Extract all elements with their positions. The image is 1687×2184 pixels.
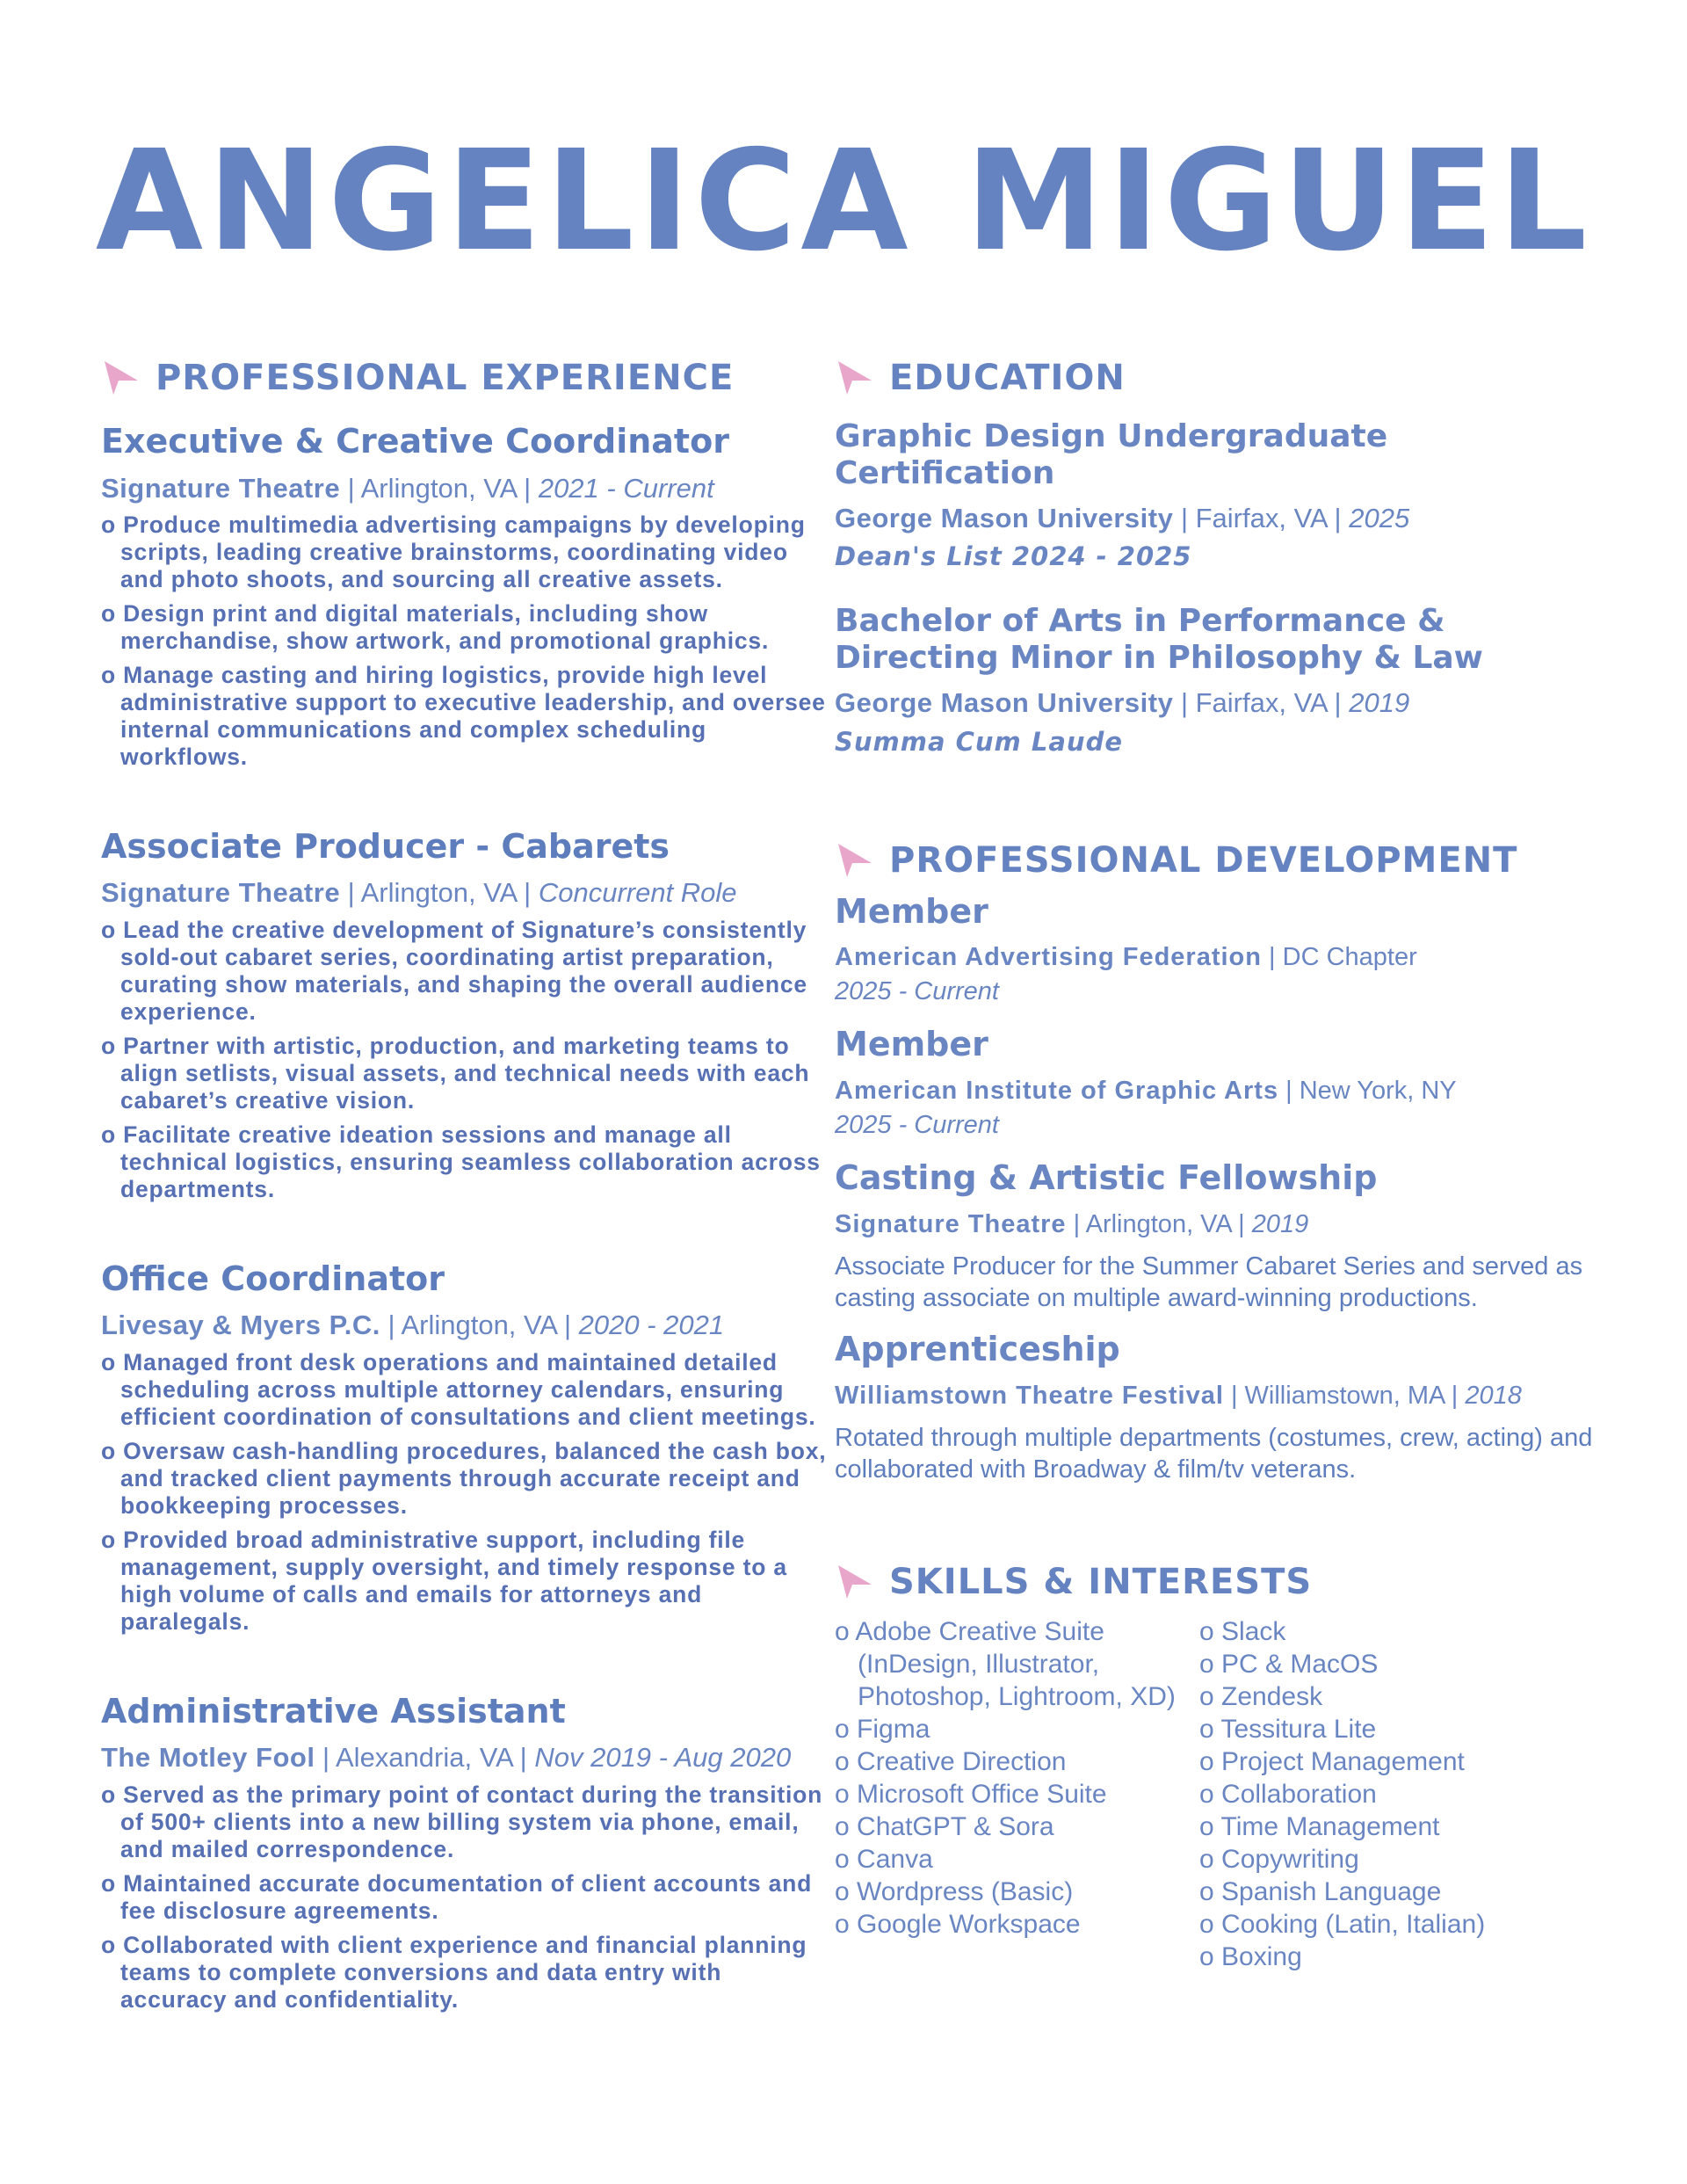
development-title: Casting & Artistic Fellowship bbox=[835, 1158, 1378, 1198]
education-entry bbox=[835, 418, 1608, 571]
section-title: SKILLS & INTERESTS bbox=[889, 1561, 1313, 1602]
job-meta bbox=[101, 471, 830, 506]
development-entry bbox=[835, 892, 1608, 1010]
job-bullets bbox=[101, 917, 830, 1203]
job-location: | Alexandria, VA | bbox=[315, 1742, 535, 1774]
pointer-arrow-icon bbox=[835, 358, 875, 398]
skill-item: o Creative Direction bbox=[835, 1745, 1199, 1778]
job-bullets bbox=[101, 1349, 830, 1636]
section-title: PROFESSIONAL DEVELOPMENT bbox=[889, 839, 1518, 881]
skills-header bbox=[835, 1556, 1608, 1608]
development-meta bbox=[835, 940, 1608, 975]
skills-column bbox=[835, 1615, 1199, 1973]
job-entry bbox=[101, 1692, 830, 2013]
development-location: | Arlington, VA | bbox=[1066, 1209, 1252, 1238]
pointer-arrow-icon bbox=[101, 358, 141, 398]
skills-list bbox=[835, 1615, 1608, 1973]
job-dates: Concurrent Role bbox=[538, 877, 737, 909]
skill-item: o Boxing bbox=[1199, 1941, 1586, 1973]
development-location: | New York, NY bbox=[1278, 1077, 1457, 1106]
job-meta bbox=[101, 875, 830, 911]
development-description: Rotated through multiple departments (costumes, crew, acting) and collaborated with Broadway & film/tv veterans. bbox=[835, 1423, 1593, 1484]
development-meta bbox=[835, 1074, 1608, 1108]
skill-item: o Spanish Language bbox=[1199, 1876, 1586, 1908]
job-org: Signature Theatre bbox=[101, 877, 341, 909]
skill-item: o Google Workspace bbox=[835, 1908, 1199, 1941]
development-location: | DC Chapter bbox=[1261, 943, 1417, 972]
development-entry bbox=[835, 1158, 1608, 1314]
school-location: | Fairfax, VA | bbox=[1173, 687, 1350, 719]
skill-item: o Slack bbox=[1199, 1615, 1586, 1648]
pointer-arrow-icon bbox=[835, 840, 875, 881]
development-year: 2018 bbox=[1465, 1381, 1522, 1410]
school-name: George Mason University bbox=[835, 687, 1174, 719]
development-title: Member bbox=[835, 1025, 988, 1064]
skill-item: o Zendesk bbox=[1199, 1680, 1586, 1713]
job-bullets bbox=[101, 512, 830, 771]
development-org: Williamstown Theatre Festival bbox=[835, 1381, 1224, 1410]
job-bullet: o Oversaw cash-handling procedures, balanced the cash box, and tracked client payments through accurate receipt and bookkeeping processes. bbox=[101, 1438, 830, 1520]
development-dates: 2025 - Current bbox=[835, 977, 999, 1006]
development-header bbox=[835, 834, 1608, 887]
degree-title: Graphic Design Undergraduate Certification bbox=[835, 418, 1388, 491]
development-title: Member bbox=[835, 891, 988, 931]
development-entry bbox=[835, 1025, 1608, 1143]
skills-column bbox=[1199, 1615, 1586, 1973]
job-location: | Arlington, VA | bbox=[380, 1310, 579, 1341]
job-bullet: o Lead the creative development of Signature’s consistently sold-out cabaret series, coordinating artist preparation, curating show materials, and shaping the overall audience experience. bbox=[101, 917, 830, 1026]
job-bullet: o Provided broad administrative support, including file management, supply oversight, and timely response to a high volume of calls and emails for attorneys and paralegals. bbox=[101, 1527, 830, 1636]
development-description: Associate Producer for the Summer Cabaret Series and served as casting associate on multiple award-winning productions. bbox=[835, 1252, 1583, 1313]
skill-item: o Copywriting bbox=[1199, 1843, 1586, 1876]
education-entry bbox=[835, 603, 1608, 756]
grad-year: 2019 bbox=[1349, 687, 1410, 719]
job-dates: 2020 - 2021 bbox=[578, 1310, 725, 1341]
job-title: Administrative Assistant bbox=[101, 1691, 566, 1731]
skill-item: o ChatGPT & Sora bbox=[835, 1810, 1199, 1843]
skill-item: o Cooking (Latin, Italian) bbox=[1199, 1908, 1586, 1941]
skill-item: o Tessitura Lite bbox=[1199, 1713, 1586, 1745]
development-meta bbox=[835, 1379, 1608, 1413]
job-title: Office Coordinator bbox=[101, 1259, 445, 1298]
side-column bbox=[835, 352, 1608, 1973]
job-entry bbox=[101, 827, 830, 1203]
development-dates: 2025 - Current bbox=[835, 1111, 999, 1140]
section-title: PROFESSIONAL EXPERIENCE bbox=[156, 358, 735, 398]
job-bullet: o Managed front desk operations and maintained detailed scheduling across multiple attorney calendars, ensuring efficient coordination of consultations and client meetings. bbox=[101, 1349, 830, 1431]
school-meta bbox=[835, 686, 1608, 721]
experience-column bbox=[101, 352, 830, 2021]
job-bullet: o Produce multimedia advertising campaigns by developing scripts, leading creative brainstorms, coordinating video and photo shoots, and sourcing all creative assets. bbox=[101, 512, 830, 593]
school-name: George Mason University bbox=[835, 503, 1174, 533]
job-dates: 2021 - Current bbox=[538, 472, 714, 504]
honor: Dean's List 2024 - 2025 bbox=[835, 541, 1192, 572]
job-org: The Motley Fool bbox=[101, 1742, 315, 1774]
skill-item: o Microsoft Office Suite bbox=[835, 1778, 1199, 1810]
job-bullet: o Facilitate creative ideation sessions and manage all technical logistics, ensuring seamless collaboration across departments. bbox=[101, 1121, 830, 1203]
job-meta bbox=[101, 1308, 830, 1343]
section-title: EDUCATION bbox=[889, 358, 1126, 398]
job-org: Livesay & Myers P.C. bbox=[101, 1310, 380, 1341]
skill-item: o PC & MacOS bbox=[1199, 1648, 1586, 1680]
job-title: Executive & Creative Coordinator bbox=[101, 422, 729, 461]
job-bullet: o Partner with artistic, production, and marketing teams to align setlists, visual assets, and technical needs with each cabaret’s creative vision. bbox=[101, 1033, 830, 1114]
school-meta bbox=[835, 501, 1608, 536]
skill-item: o Adobe Creative Suite (InDesign, Illustrator, Photoshop, Lightroom, XD) bbox=[835, 1615, 1199, 1713]
applicant-name: ANGELICA MIGUEL bbox=[95, 120, 1592, 282]
job-org: Signature Theatre bbox=[101, 472, 341, 504]
skill-item: o Canva bbox=[835, 1843, 1199, 1876]
job-meta bbox=[101, 1740, 830, 1775]
development-title: Apprenticeship bbox=[835, 1330, 1120, 1369]
development-org: American Advertising Federation bbox=[835, 943, 1262, 972]
development-meta bbox=[835, 1208, 1608, 1242]
grad-year: 2025 bbox=[1349, 503, 1410, 533]
development-entry bbox=[835, 1330, 1608, 1485]
job-bullet: o Manage casting and hiring logistics, provide high level administrative support to executive leadership, and oversee internal communications and complex scheduling workflows. bbox=[101, 662, 830, 771]
job-bullet: o Collaborated with client experience and financial planning teams to complete conversions and data entry with accuracy and confidentiality. bbox=[101, 1932, 830, 2013]
school-location: | Fairfax, VA | bbox=[1173, 503, 1350, 533]
skill-item: o Figma bbox=[835, 1713, 1199, 1745]
job-location: | Arlington, VA | bbox=[340, 877, 539, 909]
experience-header bbox=[101, 352, 830, 404]
development-org: American Institute of Graphic Arts bbox=[835, 1077, 1279, 1106]
job-bullet: o Maintained accurate documentation of client accounts and fee disclosure agreements. bbox=[101, 1870, 830, 1925]
skill-item: o Time Management bbox=[1199, 1810, 1586, 1843]
job-bullet: o Design print and digital materials, including show merchandise, show artwork, and promotional graphics. bbox=[101, 600, 830, 655]
skill-item: o Project Management bbox=[1199, 1745, 1586, 1778]
job-entry bbox=[101, 1259, 830, 1636]
skill-item: o Wordpress (Basic) bbox=[835, 1876, 1199, 1908]
job-location: | Arlington, VA | bbox=[340, 472, 539, 504]
skill-item: o Collaboration bbox=[1199, 1778, 1586, 1810]
job-dates: Nov 2019 - Aug 2020 bbox=[534, 1742, 792, 1774]
job-entry bbox=[101, 422, 830, 771]
development-location: | Williamstown, MA | bbox=[1223, 1381, 1466, 1410]
job-bullet: o Served as the primary point of contact during the transition of 500+ clients into a new billing system via phone, email, and mailed correspondence. bbox=[101, 1781, 830, 1863]
honor: Summa Cum Laude bbox=[835, 726, 1123, 757]
pointer-arrow-icon bbox=[835, 1562, 875, 1602]
development-year: 2019 bbox=[1251, 1209, 1309, 1238]
job-title: Associate Producer - Cabarets bbox=[101, 826, 670, 866]
education-header bbox=[835, 352, 1608, 404]
degree-title: Bachelor of Arts in Performance & Directing Minor in Philosophy & Law bbox=[835, 603, 1483, 677]
job-bullets bbox=[101, 1781, 830, 2013]
development-org: Signature Theatre bbox=[835, 1209, 1067, 1238]
